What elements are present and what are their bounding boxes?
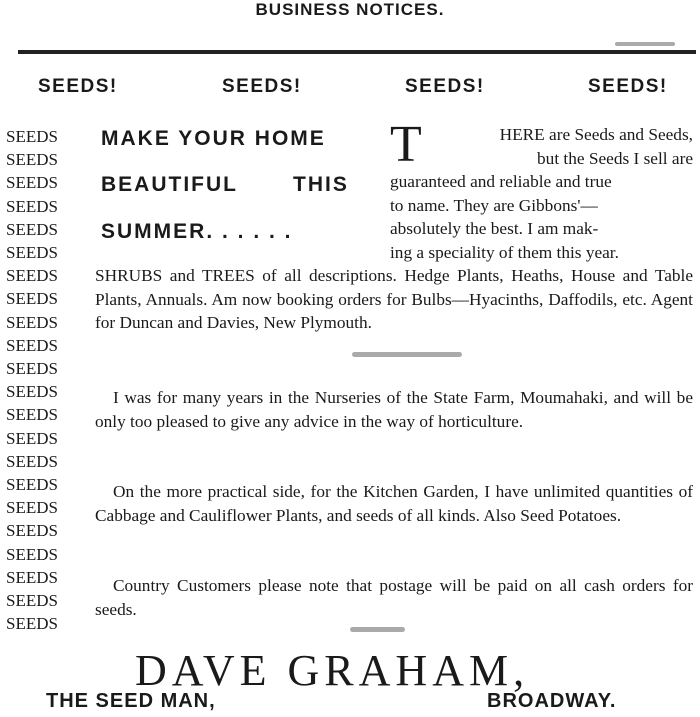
seeds-heading-4: SEEDS! <box>588 76 668 97</box>
sidebar-seeds-word: SEEDS <box>6 150 58 170</box>
headline-line-1: MAKE YOUR HOME <box>101 127 326 150</box>
headline-line-2a: BEAUTIFUL <box>101 173 238 196</box>
intro-line-6: ing a speciality of them this year. <box>390 242 619 262</box>
sidebar-seeds-word: SEEDS <box>6 266 58 286</box>
trade-title: THE SEED MAN, <box>46 690 216 712</box>
headline-line-2b: THIS <box>293 173 349 196</box>
sidebar-seeds-word: SEEDS <box>6 451 58 471</box>
country-paragraph: Country Customers please note that postage will be paid on all cash orders for seeds. <box>95 576 693 619</box>
advertiser-name: DAVE GRAHAM, <box>135 646 530 695</box>
seeds-heading-1: SEEDS! <box>38 76 118 97</box>
sidebar-seeds-word: SEEDS <box>6 173 58 193</box>
print-smudge <box>352 352 462 357</box>
sidebar-seeds-word: SEEDS <box>6 289 58 309</box>
sidebar-seeds-word: SEEDS <box>6 335 58 355</box>
kitchen-paragraph: On the more practical side, for the Kitchen Garden, I have unlimited quantities of Cabbage and Cauliflower Plants, and seeds of all kinds. Also Seed Potatoes. <box>95 482 693 525</box>
shrubs-paragraph: SHRUBS and TREES of all descriptions. Hedge Plants, Heaths, House and Table Plants, Annuals. Am now booking orders for Bulbs—Hyacinths, Daffodils, etc. Agent for Duncan and Davies, New Plymouth. <box>95 266 693 332</box>
seeds-heading-2: SEEDS! <box>222 76 302 97</box>
headline-line-3: SUMMER. . . . . . <box>101 220 293 243</box>
print-smudge <box>615 42 675 46</box>
sidebar-seeds-word: SEEDS <box>6 428 58 448</box>
section-header: BUSINESS NOTICES. <box>255 0 445 19</box>
sidebar-seeds-word: SEEDS <box>6 475 58 495</box>
intro-dropcap: T <box>390 116 422 173</box>
sidebar-seeds-word: SEEDS <box>6 405 58 425</box>
sidebar-seeds-word: SEEDS <box>6 498 58 518</box>
sidebar-seeds-word: SEEDS <box>6 614 58 634</box>
intro-line-5: absolutely the best. I am mak- <box>390 219 599 238</box>
sidebar-seeds-word: SEEDS <box>6 127 58 146</box>
header-rule <box>18 50 696 54</box>
nurseries-paragraph: I was for many years in the Nurseries of the State Farm, Moumahaki, and will be only too pleased to give any advice in the way of horticulture. <box>95 388 693 431</box>
sidebar-seeds-word: SEEDS <box>6 521 58 541</box>
intro-line-2: but the Seeds I sell are <box>537 148 693 168</box>
intro-line-3: guaranteed and reliable and true <box>390 172 612 191</box>
intro-paragraph <box>390 116 693 264</box>
intro-line-4: to name. They are Gibbons'— <box>390 195 598 215</box>
print-smudge <box>350 627 405 632</box>
intro-line-1: HERE are Seeds and Seeds, <box>499 125 693 144</box>
location: BROADWAY. <box>487 690 617 712</box>
sidebar-seeds-word: SEEDS <box>6 359 58 379</box>
sidebar-seeds-word: SEEDS <box>6 219 58 239</box>
seeds-heading-3: SEEDS! <box>405 76 485 97</box>
sidebar-seeds-word: SEEDS <box>6 243 58 263</box>
sidebar-seeds-word: SEEDS <box>6 567 58 587</box>
seeds-sidebar <box>6 125 84 635</box>
sidebar-seeds-word: SEEDS <box>6 591 58 611</box>
sidebar-seeds-word: SEEDS <box>6 382 58 402</box>
sidebar-seeds-word: SEEDS <box>6 544 58 564</box>
sidebar-seeds-word: SEEDS <box>6 312 58 332</box>
sidebar-seeds-word: SEEDS <box>6 196 58 216</box>
